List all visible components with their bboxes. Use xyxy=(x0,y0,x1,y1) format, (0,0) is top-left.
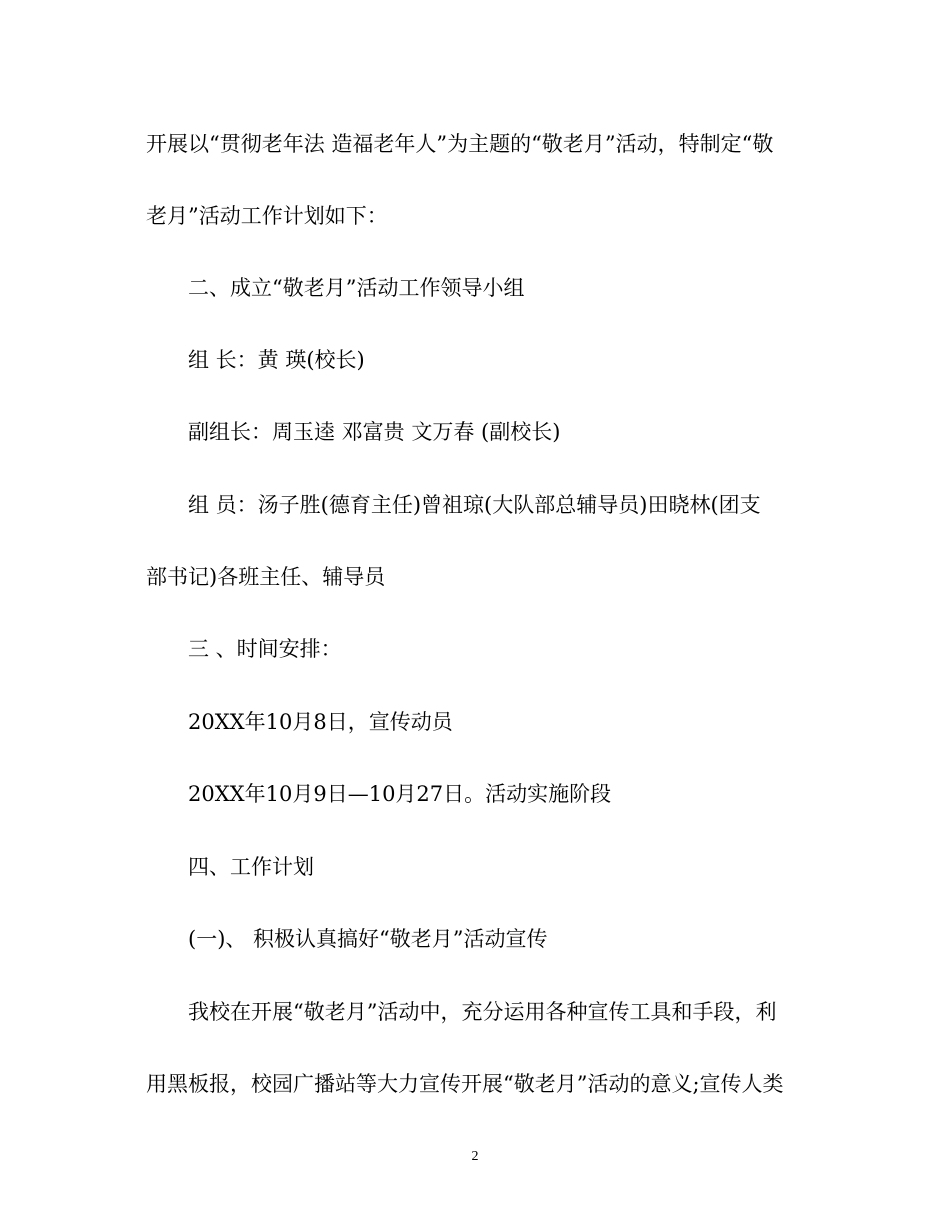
page-number: 2 xyxy=(471,1149,479,1164)
text-line: 我校在开展“敬老月”活动中，充分运用各种宣传工具和手段，利 xyxy=(188,1000,777,1024)
text-line: 副组长：周玉逵 邓富贵 文万春 (副校长) xyxy=(188,420,561,444)
section-heading: 二、成立“敬老月”活动工作领导小组 xyxy=(188,276,525,300)
text-line: 部书记)各班主任、辅导员 xyxy=(146,565,386,589)
text-line: 20XX年10月9日—10月27日。活动实施阶段 xyxy=(188,782,612,806)
text-line: 20XX年10月8日，宣传动员 xyxy=(188,710,453,734)
section-heading: 四、工作计划 xyxy=(188,855,314,879)
subsection-heading: (一)、 积极认真搞好“敬老月”活动宣传 xyxy=(188,927,548,951)
text-line: 用黑板报，校园广播站等大力宣传开展“敬老月”活动的意义;宣传人类 xyxy=(146,1072,784,1096)
text-line: 组 员：汤子胜(德育主任)曾祖琼(大队部总辅导员)田晓林(团支 xyxy=(188,493,761,517)
text-line: 老月”活动工作计划如下： xyxy=(146,204,388,228)
text-line: 开展以“贯彻老年法 造福老年人”为主题的“敬老月”活动，特制定“敬 xyxy=(146,132,774,156)
section-heading: 三 、时间安排： xyxy=(188,637,342,661)
text-line: 组 长：黄 瑛(校长) xyxy=(188,348,365,372)
